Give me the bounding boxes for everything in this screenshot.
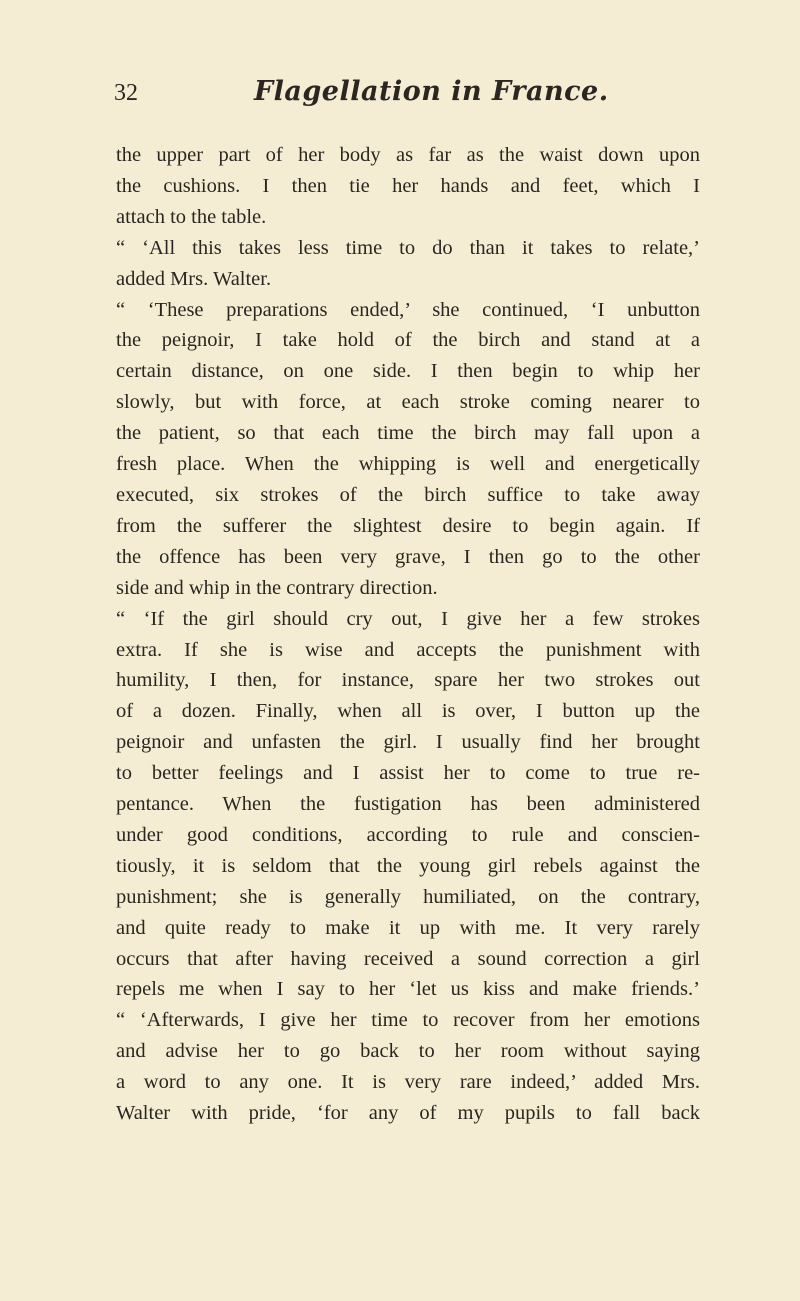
body-text: [116, 140, 700, 1129]
text-line: tiously, it is seldom that the young girl rebels against the: [116, 854, 700, 877]
text-line: pentance. When the fustigation has been administered: [116, 793, 700, 816]
text-line: extra. If she is wise and accepts the punishment with: [116, 638, 700, 661]
text-line: “ ‘All this takes less time to do than it takes to relate,’: [116, 236, 700, 259]
text-line: from the sufferer the slightest desire to begin again. If: [116, 514, 700, 537]
text-line: a word to any one. It is very rare indeed,’ added Mrs.: [116, 1071, 700, 1094]
text-line: punishment; she is generally humiliated, on the contrary,: [116, 885, 700, 908]
text-line: to better feelings and I assist her to come to true re-: [116, 762, 700, 785]
text-line: under good conditions, according to rule and conscien-: [116, 823, 700, 846]
text-line: side and whip in the contrary direction.: [116, 576, 438, 599]
text-line: of a dozen. Finally, when all is over, I button up the: [116, 700, 700, 723]
running-title: Flagellation in France.: [254, 76, 609, 107]
text-line: humility, I then, for instance, spare her two strokes out: [116, 669, 700, 692]
text-line: Walter with pride, ‘for any of my pupils to fall back: [116, 1102, 700, 1125]
page-header: [114, 76, 700, 120]
text-line: “ ‘These preparations ended,’ she continued, ‘I unbutton: [116, 298, 700, 321]
text-line: attach to the table.: [116, 205, 267, 228]
text-line: the cushions. I then tie her hands and feet, which I: [116, 174, 700, 197]
text-line: occurs that after having received a sound correction a girl: [116, 947, 700, 970]
text-line: “ ‘Afterwards, I give her time to recover from her emotions: [116, 1009, 700, 1032]
text-line: executed, six strokes of the birch suffice to take away: [116, 483, 700, 506]
text-line: certain distance, on one side. I then begin to whip her: [116, 360, 700, 383]
text-line: slowly, but with force, at each stroke coming nearer to: [116, 391, 700, 414]
text-line: added Mrs. Walter.: [116, 267, 272, 290]
text-line: and quite ready to make it up with me. It very rarely: [116, 916, 700, 939]
text-line: repels me when I say to her ‘let us kiss and make friends.’: [116, 978, 700, 1001]
text-line: the upper part of her body as far as the waist down upon: [116, 144, 700, 166]
text-line: peignoir and unfasten the girl. I usually find her brought: [116, 731, 700, 754]
page-number: 32: [114, 80, 138, 106]
text-line: the patient, so that each time the birch may fall upon a: [116, 422, 700, 445]
text-line: the peignoir, I take hold of the birch and stand at a: [116, 329, 700, 352]
text-line: fresh place. When the whipping is well and energetically: [116, 453, 700, 476]
text-line: “ ‘If the girl should cry out, I give her a few strokes: [116, 607, 700, 630]
text-line: the offence has been very grave, I then go to the other: [116, 545, 700, 568]
text-line: and advise her to go back to her room without saying: [116, 1040, 700, 1063]
